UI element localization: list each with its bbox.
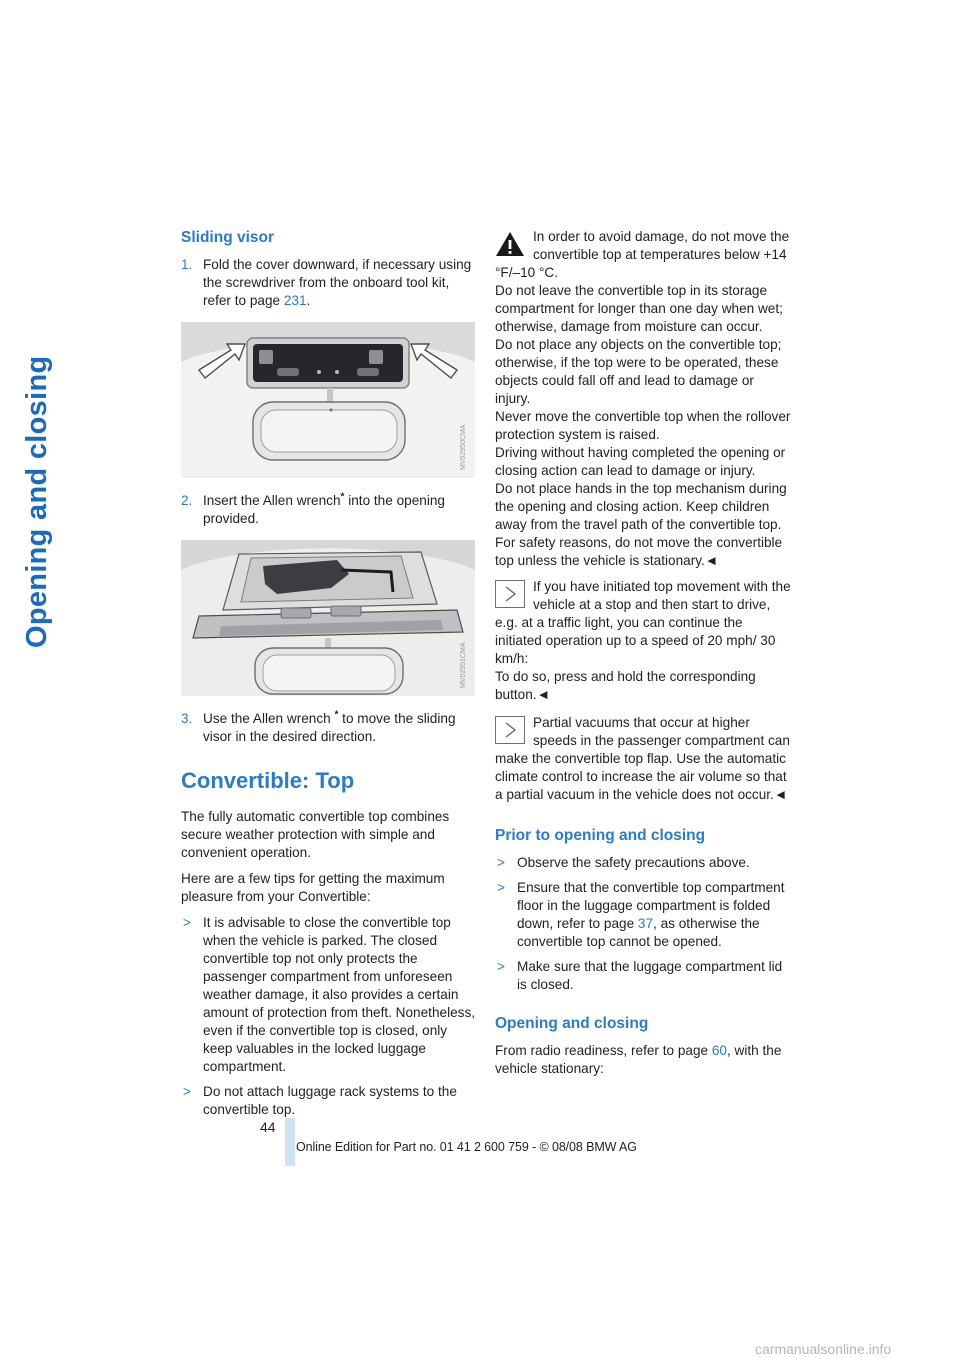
step-3 <box>181 710 477 746</box>
warning-paragraph: Do not leave the convertible top in its storage compartment for longer than one day when wet; otherwise, damage from moisture can occur. <box>495 283 783 334</box>
opening-paragraph <box>495 1042 792 1078</box>
prior-item <box>495 958 792 994</box>
warning-paragraph: Do not place any objects on the convertible top; otherwise, if the top were to be operated, these objects could fall off and lead to damage or injury. <box>495 337 782 406</box>
figure-allen-wrench <box>181 540 475 696</box>
bullet-arrow-icon: > <box>183 1084 191 1099</box>
page-link-37[interactable]: 37 <box>637 916 654 931</box>
warning-paragraph: For safety reasons, do not move the convertible top unless the vehicle is stationary.◄ <box>495 535 783 568</box>
page-number: 44 <box>260 1119 276 1135</box>
figure-code-text: MV02951CMA <box>460 642 467 688</box>
step-number: 3. <box>181 711 193 726</box>
prior-text: Observe the safety precautions above. <box>517 855 750 870</box>
prior-heading: Prior to opening and closing <box>495 827 706 844</box>
figure-code <box>461 540 475 696</box>
figure-code-text: MV02950CMA <box>460 424 467 470</box>
step-text: Fold the cover downward, if necessary using the screwdriver from the onboard tool kit, refer to page <box>203 257 472 308</box>
intro-paragraph-1: The fully automatic convertible top combines secure weather protection with simple and convenient operation. <box>181 809 450 860</box>
convertible-top-heading: Convertible: Top <box>181 768 355 793</box>
edition-notice: Online Edition for Part no. 01 41 2 600 759 - © 08/08 BMW AG <box>296 1140 637 1154</box>
warning-paragraph: Do not place hands in the top mechanism during the opening and closing action. Keep children away from the travel path of the convertible top. <box>495 481 787 532</box>
opening-text-end: , with the vehicle stationary: <box>495 1043 782 1076</box>
optional-equipment-star: * <box>340 491 345 503</box>
footer-accent-bar <box>285 1118 295 1166</box>
note-paragraph: Partial vacuums that occur at higher speeds in the passenger compartment can make the convertible top flap. Use the automatic climate control to increase the air volume so that a partial vacuum in the vehicle does not occur.◄ <box>495 715 790 802</box>
opening-text: From radio readiness, refer to page <box>495 1043 712 1058</box>
tip-text: Do not attach luggage rack systems to the convertible top. <box>203 1084 457 1117</box>
step-number: 1. <box>181 257 193 272</box>
bullet-arrow-icon: > <box>497 959 505 974</box>
left-column <box>181 228 477 1126</box>
step-1 <box>181 256 477 310</box>
prior-text: Ensure that the convertible top compartment floor in the luggage compartment is folded down, refer to page <box>517 880 785 931</box>
intro-paragraph-2: Here are a few tips for getting the maximum pleasure from your Convertible: <box>181 871 445 904</box>
step-number: 2. <box>181 493 193 508</box>
note-notice <box>495 714 792 804</box>
warning-paragraph: Never move the convertible top when the rollover protection system is raised. <box>495 409 791 442</box>
note-paragraph: If you have initiated top movement with the vehicle at a stop and then start to drive, e.g. at a traffic light, you can continue the initiated operation up to a speed of 20 mph/ 30 km/h: <box>495 579 791 666</box>
bullet-arrow-icon: > <box>183 915 191 930</box>
step-text: Insert the Allen wrench <box>203 493 341 508</box>
allen-wrench-illustration <box>181 540 475 696</box>
page-link-231[interactable]: 231 <box>283 293 307 308</box>
tip-text: It is advisable to close the convertible top when the vehicle is parked. The closed convertible top not only protects the passenger compartment from unforeseen weather damage, it also provides a certain amount of protection from theft. Nonetheless, even if the convertible top is closed, only keep valuables in the locked luggage compartment. <box>203 915 476 1074</box>
sliding-visor-heading: Sliding visor <box>181 229 275 246</box>
page-link-60[interactable]: 60 <box>711 1043 727 1058</box>
bullet-arrow-icon: > <box>497 855 505 870</box>
figure-code <box>461 322 475 478</box>
warning-paragraph: In order to avoid damage, do not move the convertible top at temperatures below +14 °F/–10 °C. <box>495 229 790 280</box>
chapter-tab <box>22 228 62 648</box>
prior-text-end: , as otherwise the convertible top cannot be opened. <box>517 916 760 949</box>
site-watermark: carmanualsonline.info <box>755 1341 892 1357</box>
step-text-end: to move the sliding visor in the desired direction. <box>203 711 456 744</box>
note-paragraph: To do so, press and hold the corresponding button.◄ <box>495 669 756 702</box>
opening-closing-heading: Opening and closing <box>495 1015 649 1032</box>
prior-item <box>495 854 792 872</box>
prior-item <box>495 879 792 951</box>
chapter-title: Opening and closing <box>21 355 53 648</box>
tip-item <box>181 914 477 1076</box>
step-text-end: into the opening provided. <box>203 493 445 526</box>
step-2 <box>181 492 477 528</box>
page-footer <box>0 1110 960 1170</box>
step-text: Use the Allen wrench <box>203 711 335 726</box>
warning-notice <box>495 228 792 570</box>
note-arrow-icon <box>495 580 525 608</box>
visor-cover-illustration <box>181 322 475 478</box>
note-arrow-icon <box>495 716 525 744</box>
note-notice <box>495 578 792 704</box>
warning-paragraph: Driving without having completed the opening or closing action can lead to damage or injury. <box>495 445 786 478</box>
warning-triangle-icon <box>495 230 525 258</box>
right-column <box>495 228 792 1086</box>
bullet-arrow-icon: > <box>497 880 505 895</box>
figure-cover-lowered <box>181 322 475 478</box>
step-text-end: . <box>306 293 311 308</box>
prior-text: Make sure that the luggage compartment lid is closed. <box>517 959 783 992</box>
optional-equipment-star: * <box>334 709 339 721</box>
